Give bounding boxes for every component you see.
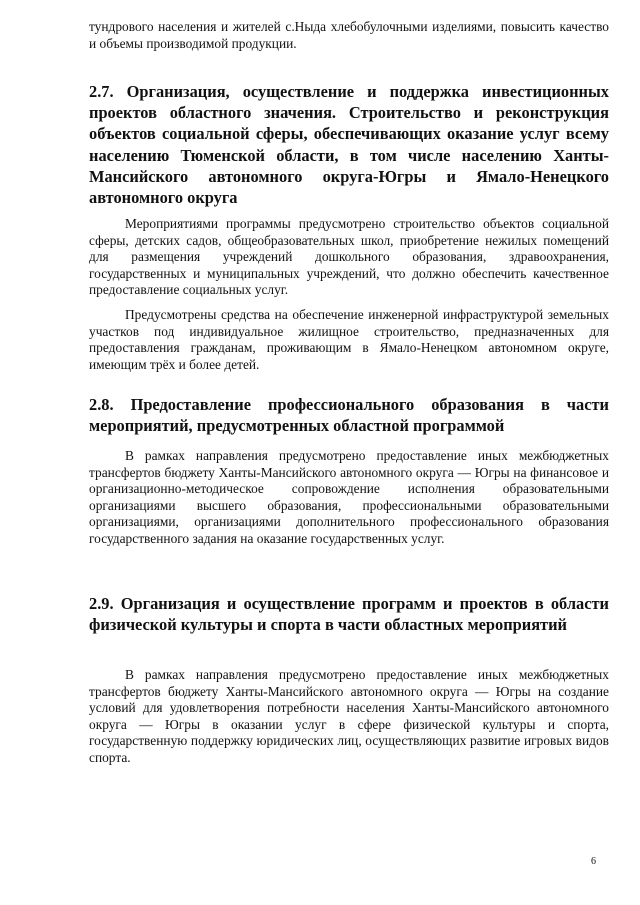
section-2-7-heading: 2.7. Организация, осуществление и поддержка инвестиционных проектов областного значения. Строительство и реконструкция объектов социальной сферы, обеспечивающих оказание услуг всему населению Тюменской области, в том числе населению Ханты-Мансийского автономного округа-Югры и Ямало-Ненецкого автономного округа	[89, 82, 609, 208]
section-2-8-paragraph-1	[89, 448, 609, 548]
section-2-7-paragraph-2-text: Предусмотрены средства на обеспечение инженерной инфраструктурой земельных участков под индивидуальное жилищное строительство, предназначенных для предоставления гражданам, проживающим в Ямало-Ненецком автономном округе, имеющим трёх и более детей.	[89, 307, 609, 372]
page-number: 6	[591, 856, 596, 867]
section-2-9-heading: 2.9. Организация и осуществление программ и проектов в области физической культуры и спорта в части областных мероприятий	[89, 594, 609, 635]
section-2-9-paragraph-1-text: В рамках направления предусмотрено предоставление иных межбюджетных трансфертов бюджету Ханты-Мансийского автономного округа — Югры на создание условий для удовлетворения потребности населения Ханты-Мансийского автономного округа — Югры в оказании услуг в сфере физической культуры и спорта, государственную поддержку юридических лиц, осуществляющих развитие игровых видов спорта.	[89, 667, 609, 765]
section-2-7-paragraph-2	[89, 307, 609, 373]
section-2-8-paragraph-1-text: В рамках направления предусмотрено предоставление иных межбюджетных трансфертов бюджету Ханты-Мансийского автономного округа — Югры на финансовое и организационно-методическое сопровождение исполнения образовательными организациями высшего образования, профессиональными образовательными организациями, организациями дополнительного профессионального образования государственного задания на оказание государственных услуг.	[89, 448, 609, 546]
section-2-8-heading: 2.8. Предоставление профессионального образования в части мероприятий, предусмотренных областной программой	[89, 395, 609, 436]
section-2-7-paragraph-1-text: Мероприятиями программы предусмотрено строительство объектов социальной сферы, детских садов, общеобразовательных школ, приобретение нежилых помещений для размещения учреждений дошкольного образования, здравоохранения, государственных и муниципальных учреждений, что должно обеспечить качественное предоставление социальных услуг.	[89, 216, 609, 298]
intro-paragraph: тундрового населения и жителей с.Ныда хлебобулочными изделиями, повысить качество и объемы производимой продукции.	[89, 19, 609, 51]
section-2-9-paragraph-1	[89, 667, 609, 767]
section-2-7-paragraph-1	[89, 216, 609, 299]
